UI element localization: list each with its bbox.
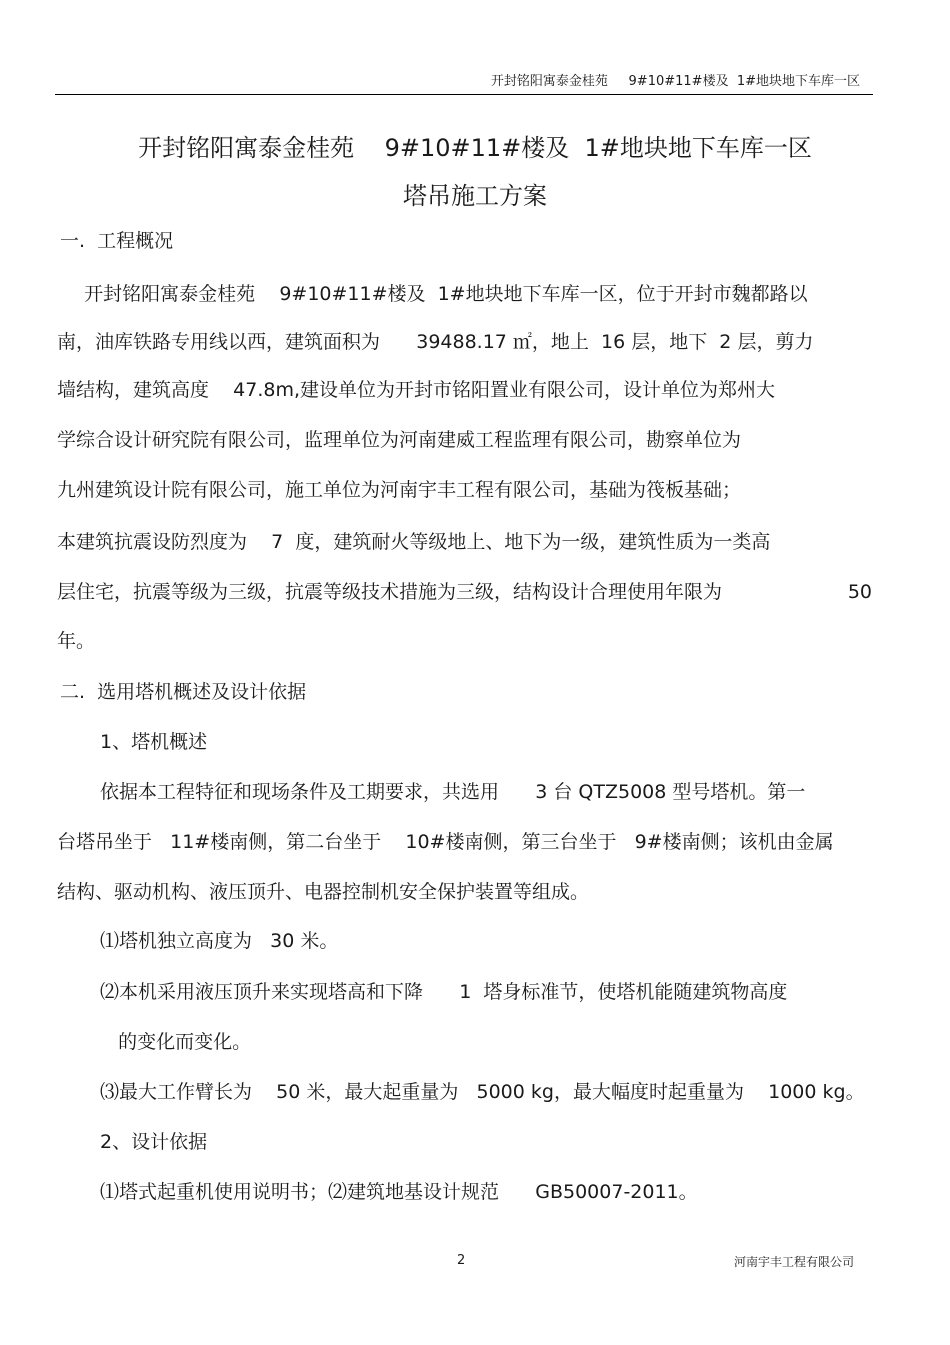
body-line: 结构、驱动机构、液压顶升、电器控制机安全保护装置等组成。 (57, 881, 590, 903)
body-line: 学综合设计研究院有限公司，监理单位为河南建威工程监理有限公司，勘察单位为 (57, 429, 742, 451)
list-item: ⑶最大工作臂长为 50 米，最大起重量为 5000 kg，最大幅度时起重量为 1000 kg。 (100, 1081, 865, 1103)
body-line: 墙结构，建筑高度 47.8m,建设单位为开封市铭阳置业有限公司，设计单位为郑州大 (57, 379, 776, 401)
footer-company: 河南宇丰工程有限公司 (733, 1255, 854, 1269)
body-line: 层住宅，抗震等级为三级，抗震等级技术措施为三级，结构设计合理使用年限为 (57, 581, 723, 603)
body-line-tail: 50 (847, 581, 872, 603)
section-1-heading: 一. 工程概况 (60, 230, 174, 252)
body-line: 南，油库铁路专用线以西，建筑面积为 39488.17 ㎡，地上 16 层，地下 2 层，剪力 (57, 331, 814, 353)
list-item-continuation: 的变化而变化。 (100, 1031, 252, 1053)
subsection-2-heading: 2、设计依据 (100, 1131, 208, 1153)
body-line: 九州建筑设计院有限公司，施工单位为河南宇丰工程有限公司，基础为筏板基础； (57, 479, 742, 501)
section-2-heading: 二. 选用塔机概述及设计依据 (60, 681, 307, 703)
body-line: 依据本工程特征和现场条件及工期要求，共选用 3 台 QTZ5008 型号塔机。第一 (100, 781, 806, 803)
body-line: 开封铭阳寓泰金桂苑 9#10#11#楼及 1#地块地下车库一区，位于开封市魏都路以 (60, 283, 808, 305)
running-header: 开封铭阳寓泰金桂苑 9#10#11#楼及 1#地块地下车库一区 (490, 74, 860, 89)
header-rule (55, 94, 873, 95)
list-item: ⑵本机采用液压顶升来实现塔高和下降 1 塔身标准节，使塔机能随建筑物高度 (100, 981, 788, 1003)
document-title-line-2: 塔吊施工方案 (403, 182, 547, 210)
document-title-line-1: 开封铭阳寓泰金桂苑 9#10#11#楼及 1#地块地下车库一区 (138, 134, 812, 162)
subsection-1-heading: 1、塔机概述 (100, 731, 208, 753)
body-line: 年。 (57, 630, 96, 652)
reference-line: ⑴塔式起重机使用说明书；⑵建筑地基设计规范 GB50007-2011。 (100, 1181, 698, 1203)
list-item: ⑴塔机独立高度为 30 米。 (100, 930, 339, 952)
page-number: 2 (457, 1253, 466, 1268)
body-line: 本建筑抗震设防烈度为 7 度，建筑耐火等级地上、地下为一级，建筑性质为一类高 (57, 531, 771, 553)
body-line: 台塔吊坐于 11#楼南侧，第二台坐于 10#楼南侧，第三台坐于 9#楼南侧；该机由金属 (57, 831, 834, 853)
